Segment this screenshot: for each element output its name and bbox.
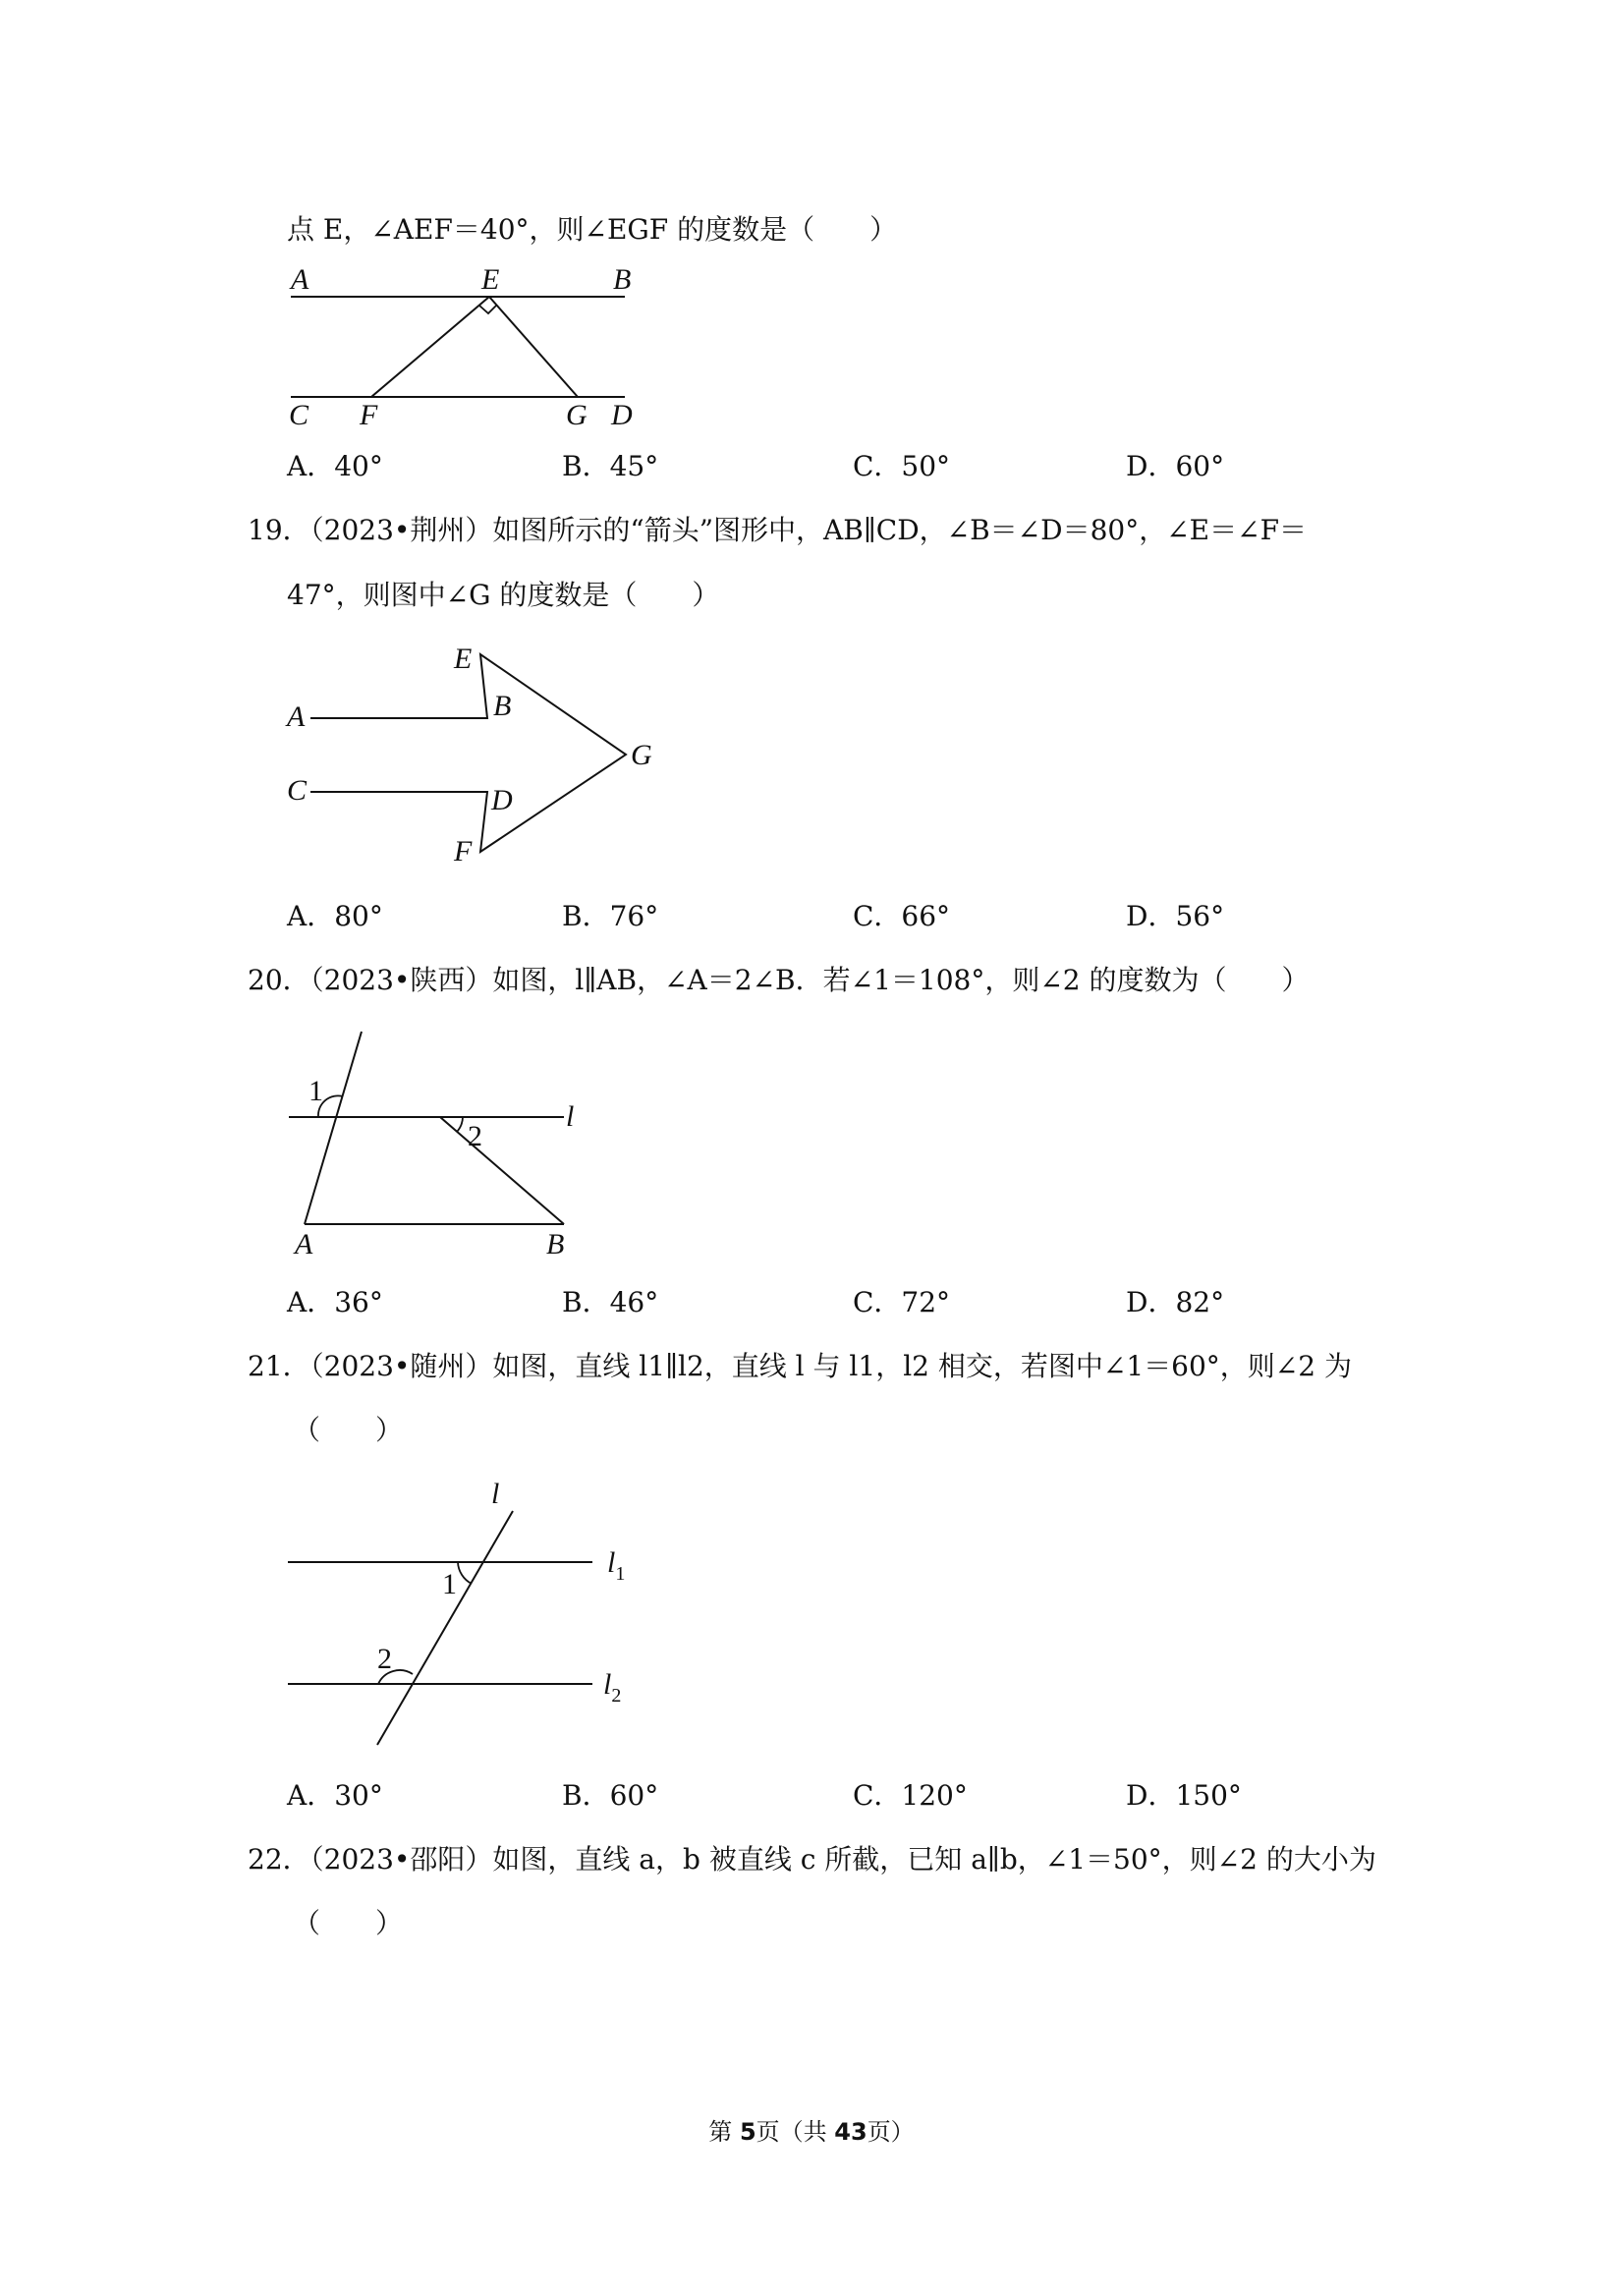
q19-label-d: D xyxy=(491,784,513,816)
q18-option-a: A．40° xyxy=(287,450,383,482)
q18-label-a: A xyxy=(291,263,309,296)
q21-label-l1: $l_1$ xyxy=(607,1546,626,1585)
page-footer: 第 5页（共 43页） xyxy=(708,2118,915,2146)
q21-option-d: D．150° xyxy=(1126,1779,1242,1812)
q21-text-line2: （ ） xyxy=(293,1414,404,1446)
q18-option-b: B．45° xyxy=(562,450,659,482)
q18-option-c: C．50° xyxy=(853,450,951,482)
q20-label-a: A xyxy=(295,1228,313,1260)
q21-text-line1: 21．（2023•随州）如图，直线 l1∥l2，直线 l 与 l1，l2 相交，若图中∠1＝60°，则∠2 为 xyxy=(248,1350,1352,1382)
q22-text-line1: 22．（2023•邵阳）如图，直线 a，b 被直线 c 所截，已知 a∥b，∠1＝50°，则∠2 的大小为 xyxy=(248,1843,1376,1876)
q19-text-line2: 47°，则图中∠G 的度数是（ ） xyxy=(287,579,720,611)
q19-figure xyxy=(285,639,678,874)
q20-option-c: C．72° xyxy=(853,1286,951,1318)
q19-text-line1: 19．（2023•荆州）如图所示的“箭头”图形中，AB∥CD，∠B＝∠D＝80°，∠E＝∠F＝ xyxy=(248,514,1308,546)
q19-label-e: E xyxy=(454,643,473,675)
q21-option-b: B．60° xyxy=(562,1779,659,1812)
q18-label-d: D xyxy=(611,399,633,431)
q20-label-l: l xyxy=(566,1100,575,1133)
q20-label-b: B xyxy=(546,1228,565,1260)
q18-label-g: G xyxy=(566,399,588,431)
q19-label-b: B xyxy=(493,690,512,722)
q20-angle-2-label: 2 xyxy=(468,1120,482,1152)
q19-option-d: D．56° xyxy=(1126,900,1225,932)
q18-figure xyxy=(285,263,678,431)
q19-option-b: B．76° xyxy=(562,900,659,932)
q22-text-line2: （ ） xyxy=(293,1907,404,1939)
q20-angle-1-label: 1 xyxy=(308,1075,323,1107)
q19-label-a: A xyxy=(287,700,306,733)
q21-angle-2-label: 2 xyxy=(377,1643,392,1675)
q20-text-line1: 20．（2023•陕西）如图，l∥AB，∠A＝2∠B．若∠1＝108°，则∠2 的度数为（ ） xyxy=(248,964,1310,996)
q18-label-c: C xyxy=(289,399,309,431)
q21-option-c: C．120° xyxy=(853,1779,968,1812)
q18-text: 点 E，∠AEF＝40°，则∠EGF 的度数是（ ） xyxy=(287,213,898,246)
q21-angle-1-label: 1 xyxy=(442,1568,457,1600)
q21-option-a: A．30° xyxy=(287,1779,383,1812)
total-page-count: 43 xyxy=(834,2118,867,2146)
q20-option-a: A．36° xyxy=(287,1286,383,1318)
q20-figure xyxy=(285,1022,599,1258)
q18-label-f: F xyxy=(360,399,378,431)
q19-label-c: C xyxy=(287,774,308,807)
q19-option-a: A．80° xyxy=(287,900,383,932)
q21-label-l: l xyxy=(491,1478,500,1510)
q18-option-d: D．60° xyxy=(1126,450,1225,482)
q20-option-b: B．46° xyxy=(562,1286,659,1318)
q19-label-g: G xyxy=(631,739,652,771)
q19-label-f: F xyxy=(454,835,473,868)
q18-label-b: B xyxy=(613,263,632,296)
q21-label-l2: $l_2$ xyxy=(603,1668,622,1707)
q20-option-d: D．82° xyxy=(1126,1286,1225,1318)
current-page-number: 5 xyxy=(739,2118,756,2146)
q18-label-e: E xyxy=(481,263,500,296)
q21-figure xyxy=(285,1474,658,1768)
q19-option-c: C．66° xyxy=(853,900,951,932)
